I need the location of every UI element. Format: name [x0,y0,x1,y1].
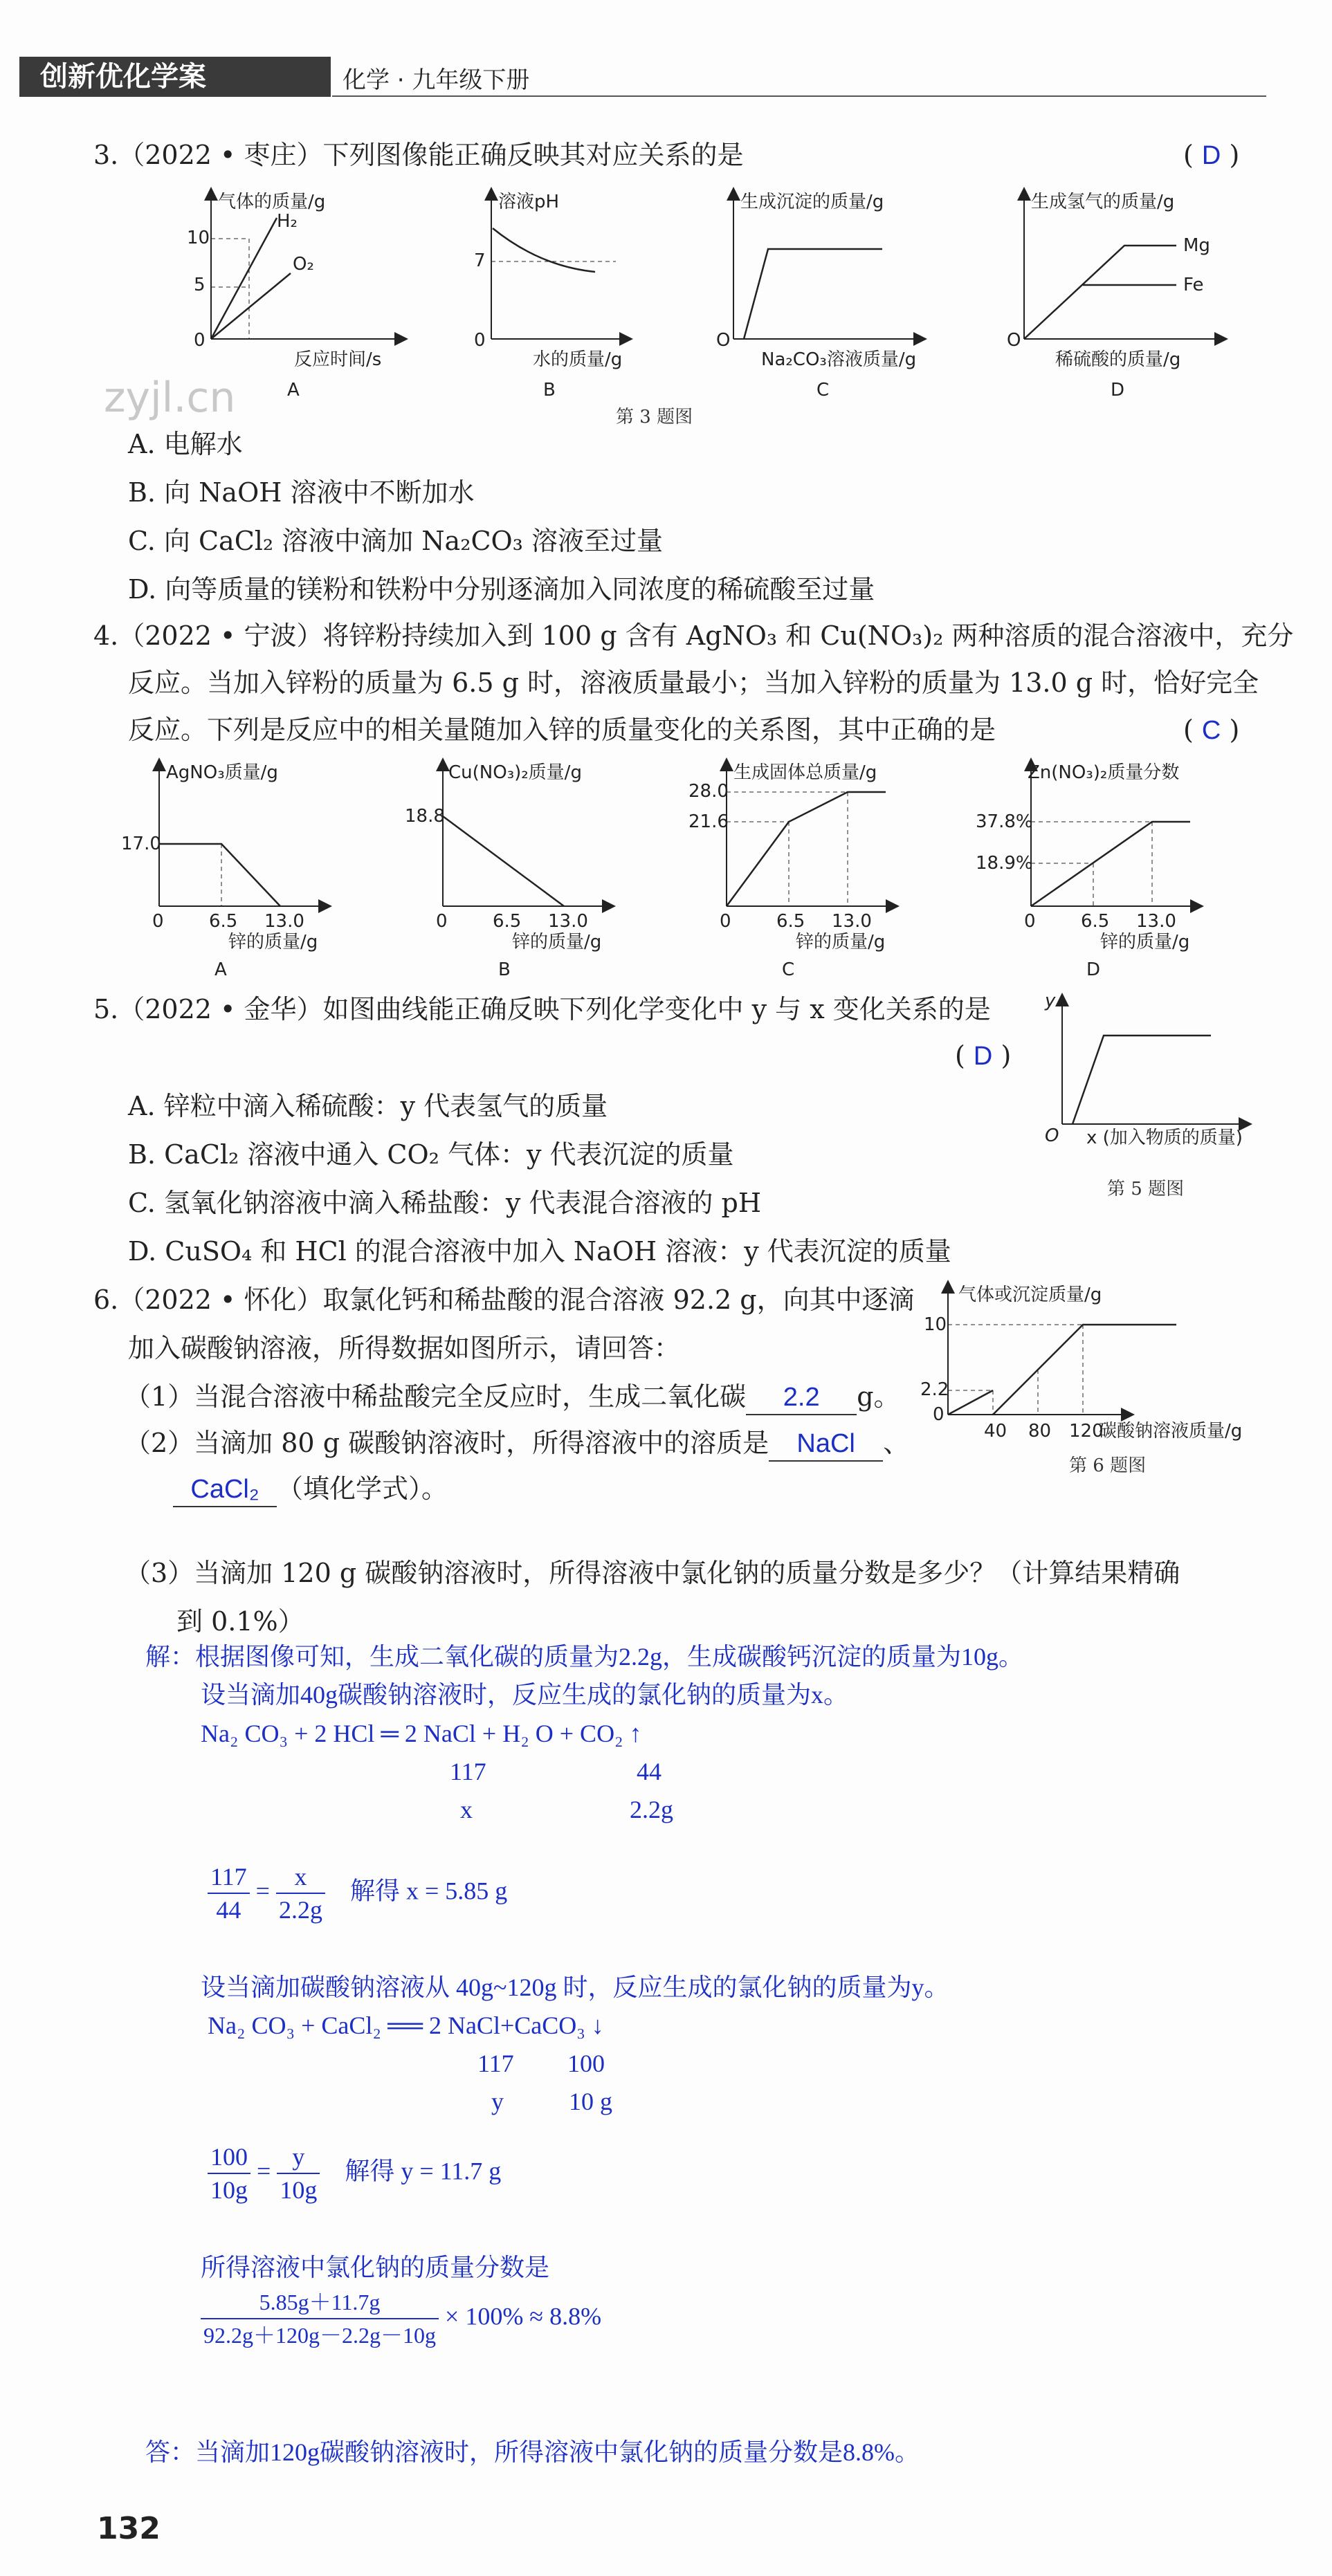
q4-line3: 反应。下列是反应中的相关量随加入锌的质量变化的关系图，其中正确的是 [128,715,996,745]
q4-graph-c [688,762,893,980]
sol-line1: 解：根据图像可知，生成二氧化碳的质量为2.2g，生成碳酸钙沉淀的质量为10g。 [145,1643,1024,1671]
q5-option-b: B. CaCl₂ 溶液中通入 CO₂ 气体：y 代表沉淀的质量 [128,1139,734,1170]
q4d-origin: 0 [1024,911,1036,932]
q4a-letter: A [215,959,227,980]
q6-sub3-line1: （3）当滴加 120 g 碳酸钠溶液时，所得溶液中氯化钠的质量分数是多少？（计算结果精确 [125,1558,1180,1588]
q3d-origin: O [1007,330,1021,351]
sol-eq2: Na₂ CO₃ + CaCl₂ ══ 2 NaCl+CaCO₃ ↓ [208,2012,604,2039]
sol-line3: 设当滴加碳酸钠溶液从 40g~120g 时，反应生成的氯化钠的质量为y。 [201,1974,949,2001]
q4b-x1: 6.5 [493,911,522,932]
f2-result: 解得 y = 11.7 g [345,2157,502,2185]
q3-caption: 第 3 题图 [616,407,693,427]
q3b-origin: 0 [474,330,486,351]
q3a-o2-line [211,273,291,339]
q4d-y2: 18.9% [976,853,1033,874]
sol-eq2-y: y [491,2088,504,2115]
q6-sub2-sep: 、 [883,1428,910,1458]
q4c-x1: 6.5 [776,911,805,932]
q5-option-a: A. 锌粒中滴入稀硫酸：y 代表氢气的质量 [128,1091,608,1121]
sol-eq2-100: 100 [567,2050,605,2077]
f3-result: × 100% ≈ 8.8% [445,2302,602,2330]
f2-eq: = [257,2157,271,2185]
q4d-y1: 37.8% [976,811,1033,832]
f1-n2: x [276,1861,325,1894]
f1-eq: = [255,1877,270,1905]
sol-eq1-2.2g: 2.2g [630,1796,673,1823]
q4d-line [1031,822,1190,906]
sol-eq1: Na₂ CO₃ + 2 HCl ═ 2 NaCl + H₂ O + CO₂ ↑ [201,1720,642,1747]
q6g-x120: 120 [1069,1421,1104,1442]
q3a-ylabel: 气体的质量/g [218,192,326,212]
sol-answer: 答：当滴加120g碳酸钠溶液时，所得溶液中氯化钠的质量分数是8.8%。 [145,2438,920,2466]
q4a-ylabel: AgNO₃质量/g [166,762,278,783]
q4c-letter: C [782,959,795,980]
q6-sub2 [125,1426,909,1462]
f2-n2: y [277,2141,320,2174]
q4a-line [159,844,280,906]
subject-title: 化学 · 九年级下册 [343,66,530,94]
q3-graph-d [1007,192,1221,401]
q3a-tick-5: 5 [194,275,206,295]
q6g-x80: 80 [1028,1421,1052,1442]
q4-line1: 4.（2022 • 宁波）将锌粉持续加入到 100 g 含有 AgNO₃ 和 Cu(NO₃)₂ 两种溶质的混合溶液中，充分 [93,620,1294,651]
q4b-xlabel: 锌的质量/g [512,932,602,953]
q4c-line [727,792,886,906]
q4b-x2: 13.0 [548,911,588,932]
q3-stem: 3.（2022 • 枣庄）下列图像能正确反映其对应关系的是 [93,140,744,170]
q5-line [1073,1036,1211,1124]
q4-graph-a [121,762,325,980]
q3-option-a: A. 电解水 [128,429,243,459]
q4a-x2: 13.0 [264,911,304,932]
q6-sub1 [125,1380,900,1415]
f2-d1: 10g [210,2176,248,2204]
sol-eq1-117: 117 [450,1758,486,1785]
q6-sub2-answer1: NaCl [769,1427,883,1462]
sol-eq1-x: x [460,1796,473,1823]
q5-graph [1038,986,1301,1152]
q6-sub2-answer2: CaCl₂ [173,1473,277,1507]
q6-sub2-text: （2）当滴加 80 g 碳酸钠溶液时，所得溶液中的溶质是 [125,1428,769,1458]
q3a-xlabel: 反应时间/s [294,349,382,370]
q5-caption: 第 5 题图 [1107,1179,1185,1199]
q3d-mg-line [1024,246,1176,339]
f2-d2: 10g [280,2176,318,2204]
q6-sub2b [173,1472,448,1507]
q3c-xlabel: Na₂CO₃溶液质量/g [761,349,917,370]
q4c-y2: 21.6 [688,811,729,832]
q4c-origin: 0 [720,911,731,932]
q5-x-label: x (加入物质的质量) [1086,1128,1243,1148]
q3d-ylabel: 生成氢气的质量/g [1031,192,1175,212]
q6-graph [906,1276,1294,1449]
q5-y-label: y [1045,991,1056,1011]
q6g-y22: 2.2 [920,1379,949,1400]
q3-option-c: C. 向 CaCl₂ 溶液中滴加 Na₂CO₃ 溶液至过量 [128,526,663,556]
q6-sub3-line2: 到 0.1%） [176,1606,304,1637]
q6g-xlabel: 碳酸钠溶液质量/g [1099,1421,1243,1442]
q6-sub1-answer: 2.2 [746,1381,857,1415]
q6-caption: 第 6 题图 [1069,1455,1147,1476]
q6g-x40: 40 [984,1421,1007,1442]
q3c-ylabel: 生成沉淀的质量/g [740,192,884,212]
sol-eq2-10g: 10 g [569,2088,612,2115]
q3a-tick-10: 10 [187,228,210,248]
sol-frac3 [201,2286,601,2351]
q3d-letter: D [1111,380,1125,401]
q6-sub1-text: （1）当混合溶液中稀盐酸完全反应时，生成二氧化碳 [125,1381,747,1412]
q6g-co2-line [948,1390,993,1415]
sol-eq2-117: 117 [477,2050,514,2077]
q4b-ylabel: Cu(NO₃)₂质量/g [448,762,582,783]
q4a-xlabel: 锌的质量/g [228,932,318,953]
q6g-origin: 0 [933,1404,945,1425]
q4d-ylabel: Zn(NO₃)₂质量分数 [1028,762,1180,783]
q3-graph-a [187,192,401,401]
f2-n1: 100 [208,2141,250,2174]
q5-answer: D [973,1042,993,1071]
q4a-x1: 6.5 [209,911,238,932]
sol-line2: 设当滴加40g碳酸钠溶液时，反应生成的氯化钠的质量为x。 [201,1681,849,1709]
f1-d2: 2.2g [278,1896,322,1924]
q5-answer-bracket: ( D ) [955,1040,1012,1071]
f1-d1: 44 [216,1896,241,1924]
q4b-y1: 18.8 [405,806,445,827]
sol-frac2 [208,2141,501,2206]
q4a-origin: 0 [152,911,164,932]
q3-answer: D [1201,141,1221,170]
q4d-x1: 6.5 [1081,911,1110,932]
sol-frac1 [208,1861,507,1926]
f3-d: 92.2g＋120g－2.2g－10g [203,2323,437,2348]
q3b-tick7: 7 [474,250,486,271]
q4-graphs [111,754,1287,989]
watermark: zyjl.cn [104,374,236,422]
q3d-mg: Mg [1183,235,1210,256]
q3a-letter: A [287,380,300,401]
q6g-y10: 10 [924,1314,947,1335]
q6g-caco3-line [993,1325,1176,1415]
q4-graph-b [405,762,609,980]
header-rule [332,95,1266,97]
q3c-origin: O [716,330,731,351]
q5-origin: O [1045,1125,1059,1146]
book-brand: 创新优化学案 [19,57,331,97]
q4d-letter: D [1086,959,1101,980]
q6-line2: 加入碳酸钠溶液，所得数据如图所示，请回答： [128,1333,681,1363]
q4a-y1: 17.0 [121,834,161,854]
q5-stem: 5.（2022 • 金华）如图曲线能正确反映下列化学变化中 y 与 x 变化关系的是 [93,994,991,1024]
q6-line1: 6.（2022 • 怀化）取氯化钙和稀盐酸的混合溶液 92.2 g，向其中逐滴 [93,1285,915,1315]
q6-sub2-post: （填化学式）。 [277,1473,448,1504]
q4b-origin: 0 [436,911,448,932]
q4c-xlabel: 锌的质量/g [796,932,886,953]
q4b-letter: B [498,959,511,980]
q4d-xlabel: 锌的质量/g [1100,932,1190,953]
q4-answer: C [1201,716,1221,745]
q6g-ylabel: 气体或沉淀质量/g [958,1285,1102,1305]
q5-option-d: D. CuSO₄ 和 HCl 的混合溶液中加入 NaOH 溶液：y 代表沉淀的质量 [128,1236,951,1267]
q3d-fe: Fe [1183,275,1204,295]
q4d-x2: 13.0 [1136,911,1176,932]
q4c-x2: 13.0 [832,911,872,932]
q3a-h2-line [211,218,277,339]
q3-option-b: B. 向 NaOH 溶液中不断加水 [128,477,475,508]
q3b-curve [493,228,595,272]
q3-graph-b [474,192,626,401]
q4c-ylabel: 生成固体总质量/g [733,762,877,783]
sol-eq1-44: 44 [637,1758,662,1785]
q3a-o2: O₂ [293,254,314,275]
q4-graph-d [976,762,1197,980]
q4-line2: 反应。当加入锌粉的质量为 6.5 g 时，溶液质量最小；当加入锌粉的质量为 13.0 g 时，恰好完全 [128,668,1259,698]
q6-sub1-unit: g。 [857,1381,900,1412]
q3a-h2: H₂ [277,211,298,232]
q4b-line [443,816,564,906]
q3b-letter: B [543,380,556,401]
q3-graphs [180,180,1273,401]
page-number: 132 [97,2511,161,2546]
f3-n: 5.85g＋11.7g [201,2286,439,2319]
q5-option-c: C. 氢氧化钠溶液中滴入稀盐酸：y 代表混合溶液的 pH [128,1188,761,1218]
q3-graph-c [716,192,920,401]
f1-result: 解得 x = 5.85 g [349,1877,508,1905]
sol-line4: 所得溶液中氯化钠的质量分数是 [201,2254,550,2281]
q3-answer-bracket: ( D ) [1183,140,1240,170]
q3b-xlabel: 水的质量/g [533,349,623,370]
f1-n1: 117 [208,1861,250,1894]
q3-option-d: D. 向等质量的镁粉和铁粉中分别逐滴加入同浓度的稀硫酸至过量 [128,574,875,605]
q3d-xlabel: 稀硫酸的质量/g [1055,349,1181,370]
q3b-ylabel: 溶液pH [498,192,560,212]
q4-answer-bracket: ( C ) [1183,715,1240,745]
q3a-tick-0: 0 [194,330,206,351]
q4c-y1: 28.0 [688,781,729,802]
q3c-letter: C [816,380,830,401]
q3c-line [744,249,882,339]
